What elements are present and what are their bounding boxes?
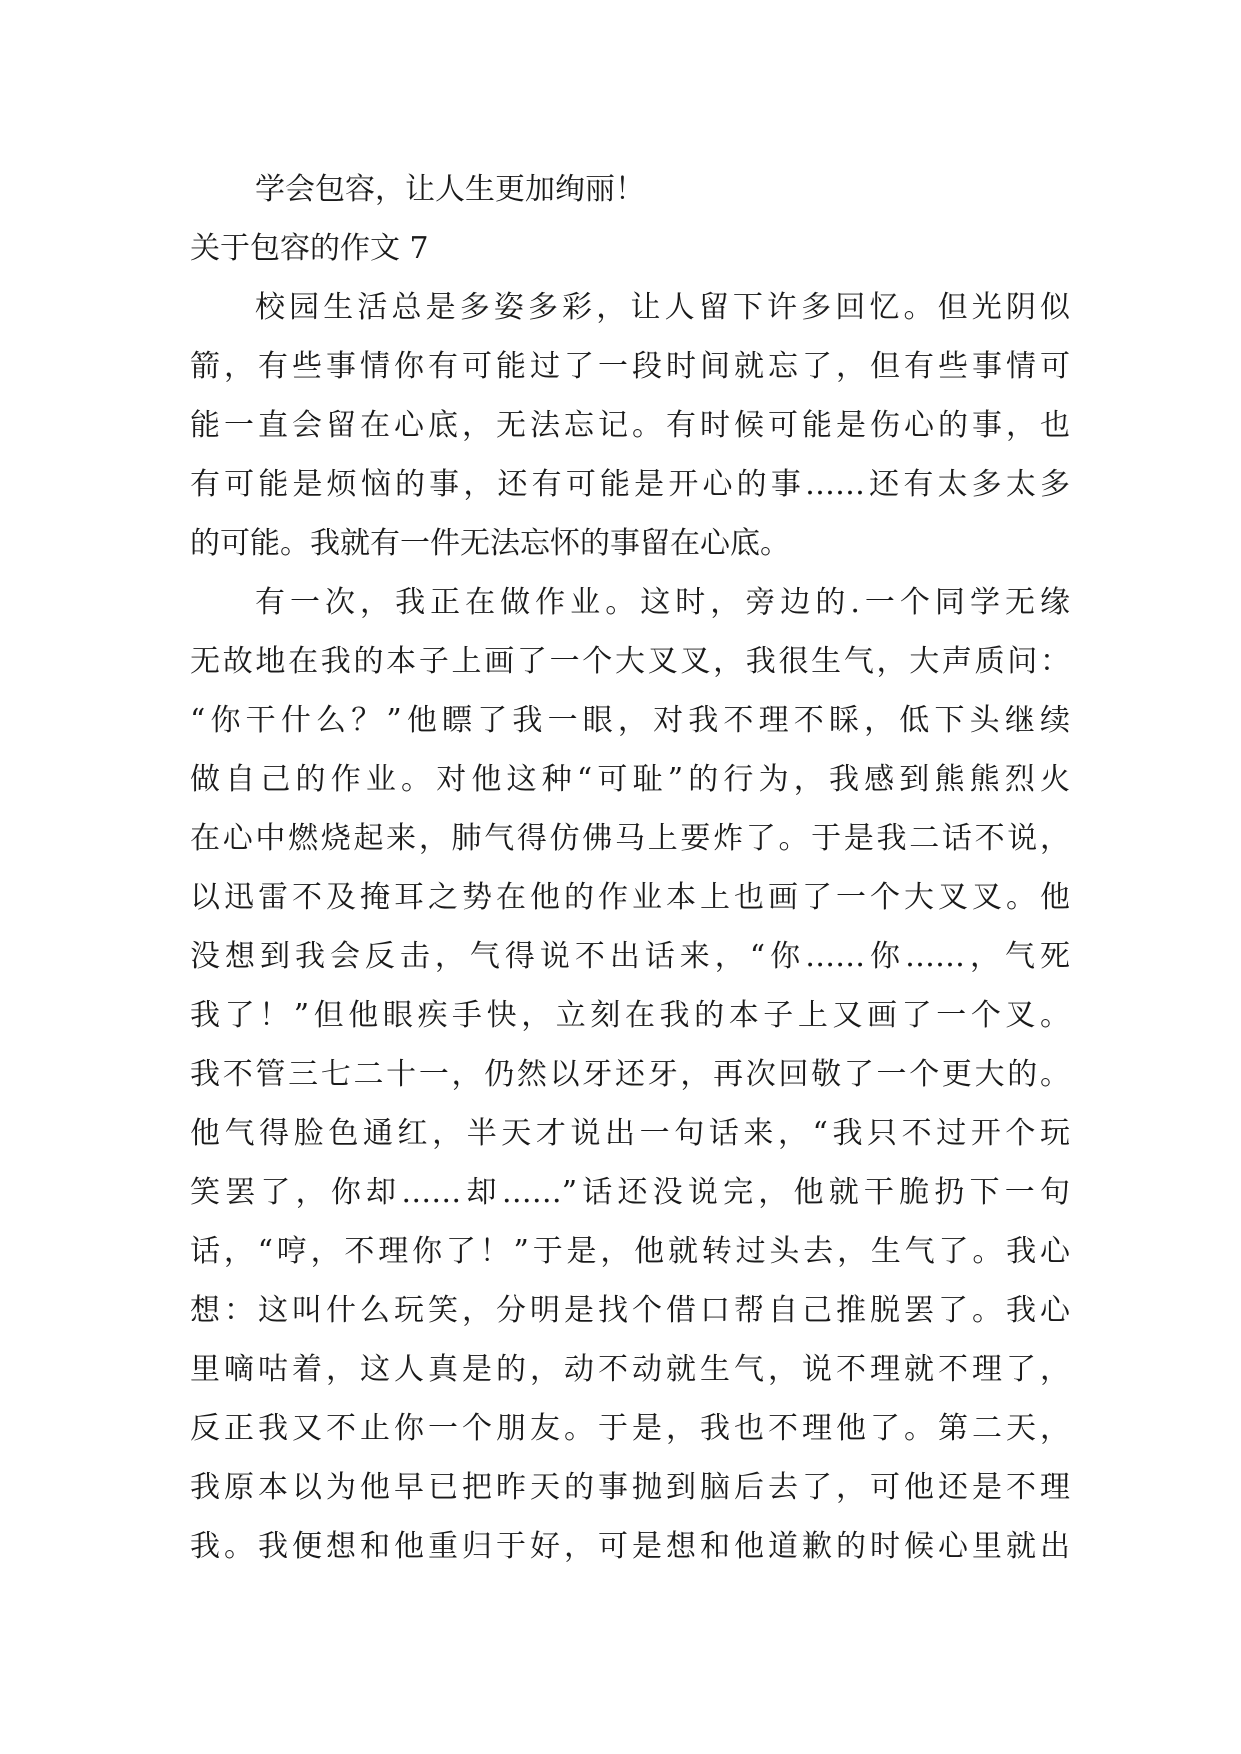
paragraph-2-line-15: 反正我又不止你一个朋友。于是，我也不理他了。第二天， <box>190 1411 1070 1446</box>
paragraph-2-line-4: 做自己的作业。对他这种“可耻”的行为，我感到熊熊烈火 <box>190 762 1070 797</box>
paragraph-2-line-5: 在心中燃烧起来，肺气得仿佛马上要炸了。于是我二话不说， <box>190 821 1070 856</box>
paragraph-2-line-1: 有一次，我正在做作业。这时，旁边的.一个同学无缘 <box>255 585 1070 620</box>
paragraph-2-line-17: 我。我便想和他重归于好，可是想和他道歉的时候心里就出 <box>190 1529 1070 1564</box>
paragraph-2-line-10: 他气得脸色通红，半天才说出一句话来，“我只不过开个玩 <box>190 1116 1070 1151</box>
paragraph-1-line-1: 校园生活总是多姿多彩，让人留下许多回忆。但光阴似 <box>255 290 1070 325</box>
paragraph-2-line-16: 我原本以为他早已把昨天的事抛到脑后去了，可他还是不理 <box>190 1470 1070 1505</box>
paragraph-1-line-4: 有可能是烦恼的事，还有可能是开心的事……还有太多太多 <box>190 467 1070 502</box>
paragraph-2-line-9: 我不管三七二十一，仍然以牙还牙，再次回敬了一个更大的。 <box>190 1057 1070 1092</box>
document-body <box>190 160 1070 1576</box>
paragraph-2-line-2: 无故地在我的本子上画了一个大叉叉，我很生气，大声质问： <box>190 644 1070 679</box>
paragraph-2-line-6: 以迅雷不及掩耳之势在他的作业本上也画了一个大叉叉。他 <box>190 880 1070 915</box>
paragraph-2-line-11: 笑罢了，你却……却……”话还没说完，他就干脆扔下一句 <box>190 1175 1070 1210</box>
essay-title: 关于包容的作文 7 <box>190 231 429 266</box>
paragraph-2-line-7: 没想到我会反击，气得说不出话来，“你……你……，气死 <box>190 939 1070 974</box>
paragraph-2-line-13: 想：这叫什么玩笑，分明是找个借口帮自己推脱罢了。我心 <box>190 1293 1070 1328</box>
paragraph-2-line-14: 里嘀咕着，这人真是的，动不动就生气，说不理就不理了， <box>190 1352 1070 1387</box>
closing-sentence: 学会包容，让人生更加绚丽！ <box>255 172 645 207</box>
paragraph-2-line-3: “你干什么？”他瞟了我一眼，对我不理不睬，低下头继续 <box>190 703 1070 738</box>
paragraph-1-line-2: 箭，有些事情你有可能过了一段时间就忘了，但有些事情可 <box>190 349 1070 384</box>
paragraph-2-line-12: 话，“哼，不理你了！”于是，他就转过头去，生气了。我心 <box>190 1234 1070 1269</box>
paragraph-1-line-3: 能一直会留在心底，无法忘记。有时候可能是伤心的事，也 <box>190 408 1070 443</box>
paragraph-2-line-8: 我了！”但他眼疾手快，立刻在我的本子上又画了一个叉。 <box>190 998 1070 1033</box>
paragraph-1-line-5: 的可能。我就有一件无法忘怀的事留在心底。 <box>190 526 790 561</box>
